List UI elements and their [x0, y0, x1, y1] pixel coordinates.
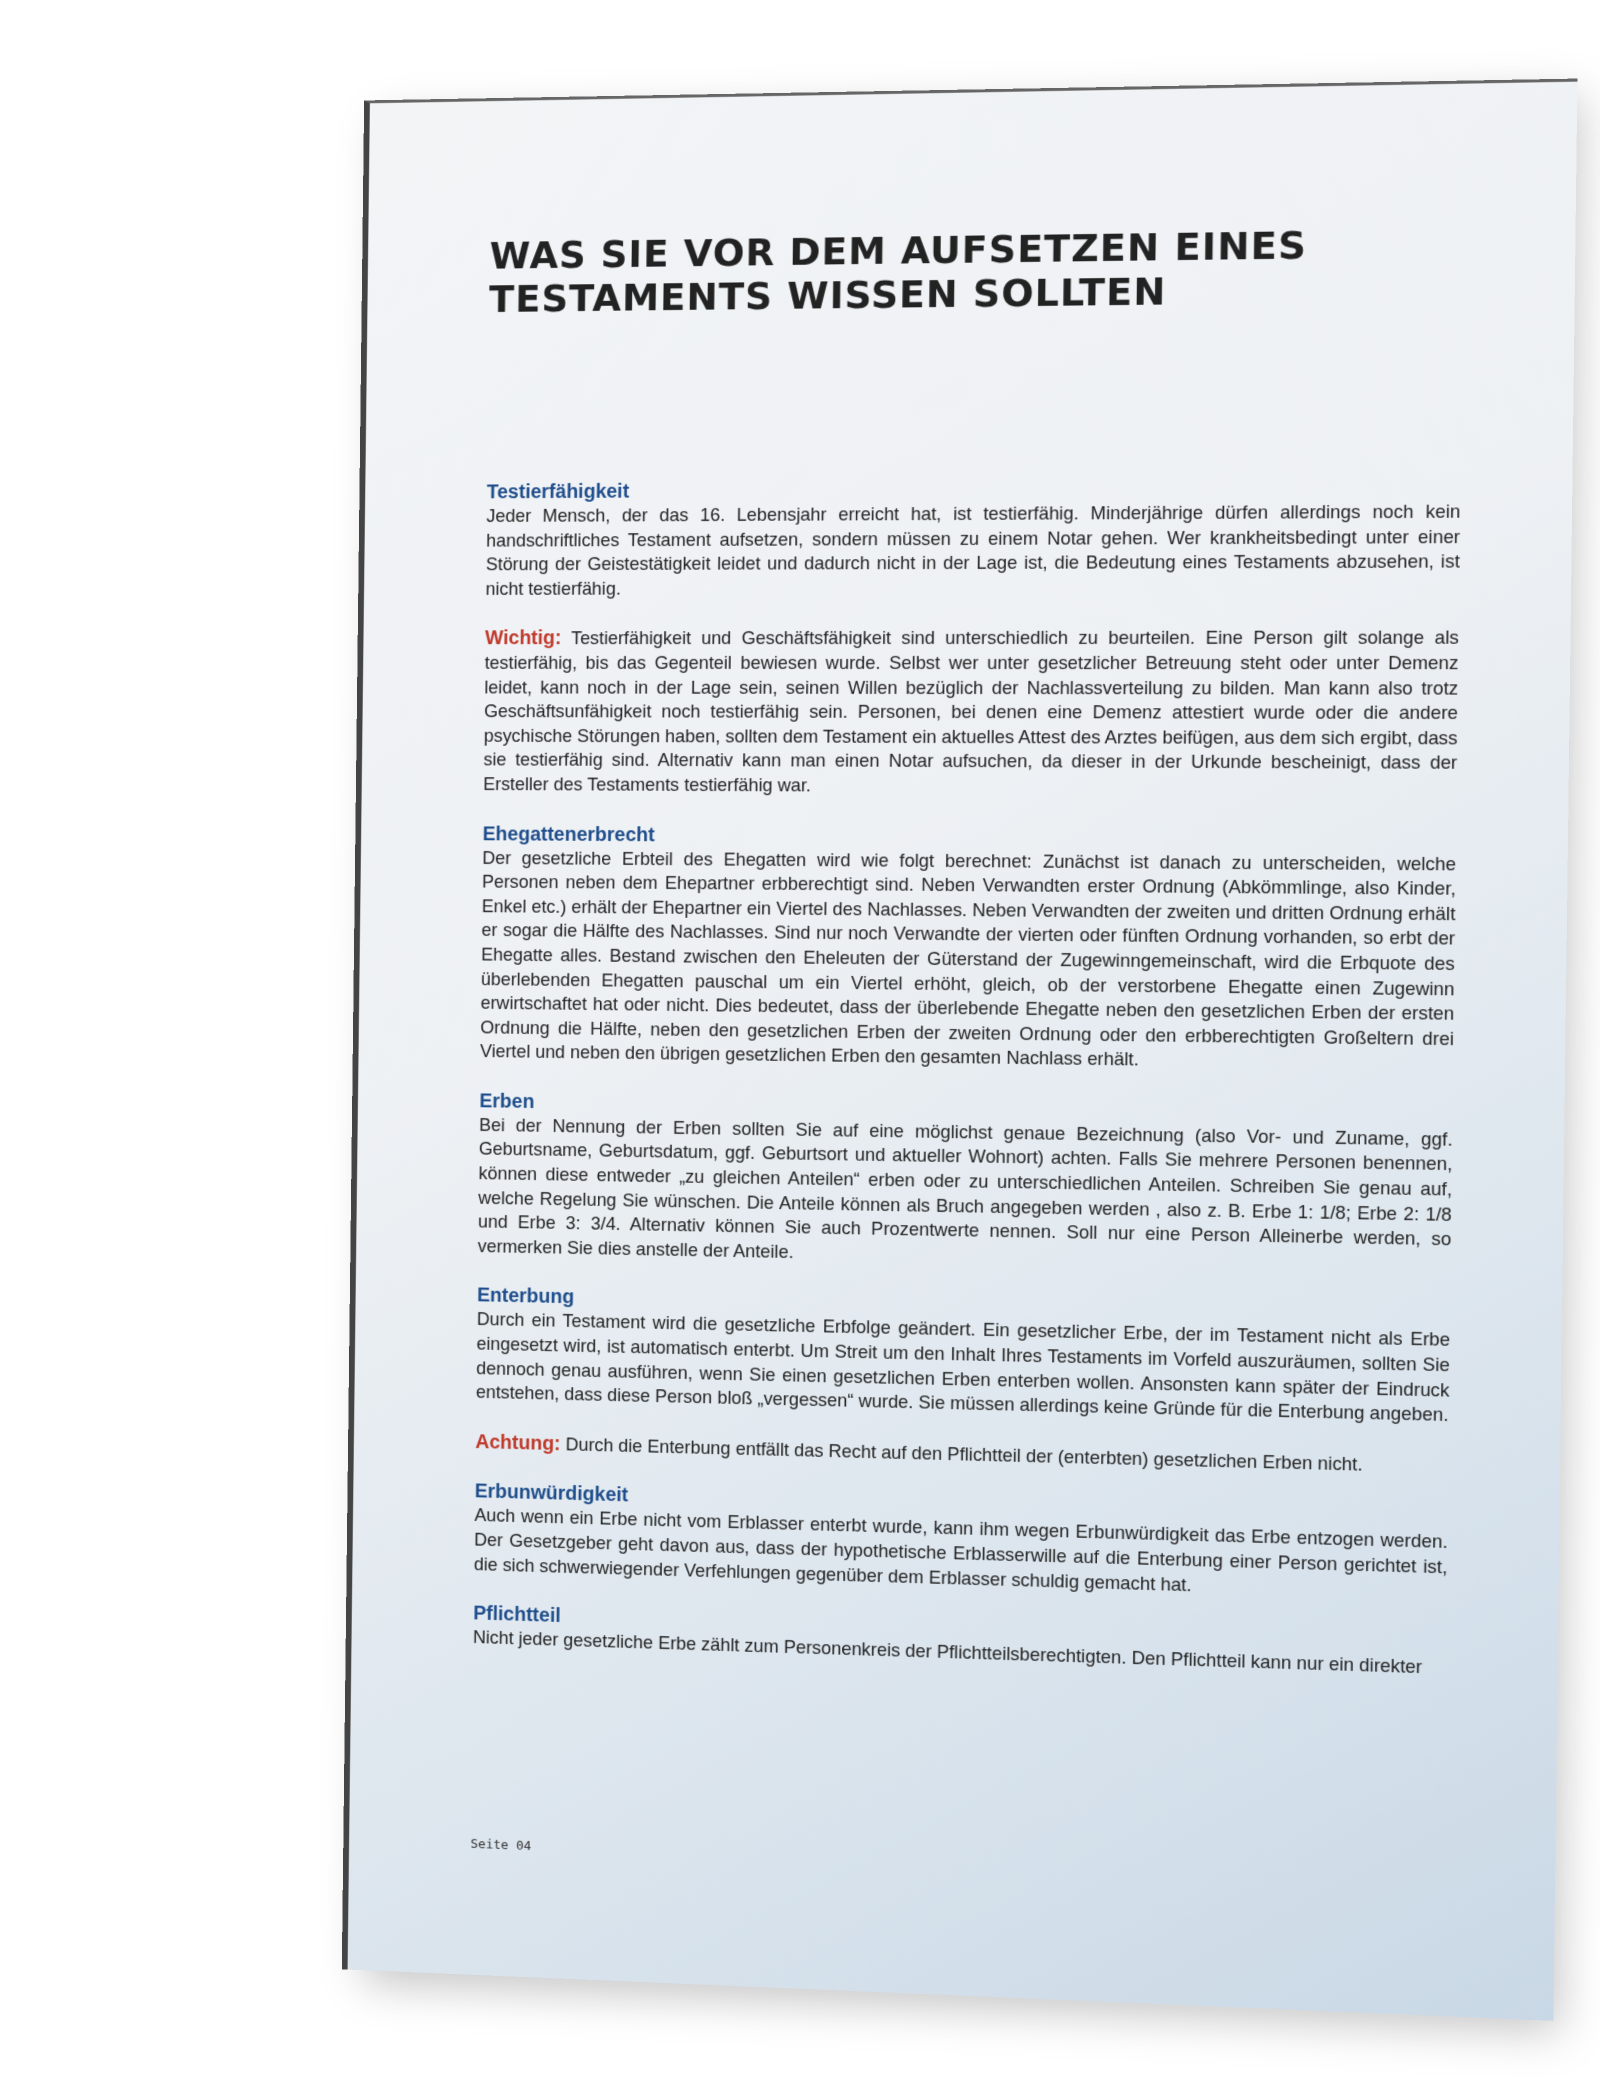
- section-heading: Erben: [479, 1090, 535, 1113]
- section-ehegattenerbrecht: [480, 822, 1457, 1076]
- section-body: Auch wenn ein Erbe nicht vom Erblasser enterbt wurde, kann ihm wegen Erbunwürdigkeit das Erbe entzogen werden. Der Gesetzgeber geht davon aus, dass der hypothetische Erblasserwille auf die Enterbung einer Person gerichtet ist, die sich schwerwiegender Verfehlungen gegenüber dem Erblasser schuldig gemacht hat.: [473, 1504, 1448, 1595]
- section-enterbung: [476, 1284, 1451, 1428]
- document-page: [342, 79, 1578, 2021]
- note-label: Achtung:: [475, 1431, 561, 1455]
- section-body: Bei der Nennung der Erben sollten Sie auf eine möglichst genaue Bezeichnung (also Vor- und Zuname, ggf. Geburtsname, Geburtsdatum, ggf. Geburtsort und aktueller Wohnort) achten. Falls Sie mehrere Personen benennen, können diese entweder „zu gleichen Anteilen“ erben oder zu unterschiedlichen Anteilen. Schreiben Sie genau auf, welche Regelung Sie wünschen. Die Anteile können als Bruch angegeben werden , also z. B. Erbe 1: 1/8; Erbe 2: 1/8 und Erbe 3: 3/4. Alternativ können Sie auch Prozentwerte nennen. Soll nur eine Person Alleinerbe werden, so vermerken Sie dies anstelle der Anteile.: [477, 1113, 1453, 1262]
- section-pflichtteil: [473, 1602, 1447, 1681]
- note-wichtig: [483, 626, 1459, 801]
- section-heading: Testierfähigkeit: [486, 480, 630, 504]
- section-heading: Pflichtteil: [473, 1602, 561, 1628]
- section-heading: Enterbung: [476, 1284, 575, 1309]
- note-text: Testierfähigkeit und Geschäftsfähigkeit sind unterschiedlich zu beurteilen. Eine Person gilt solange als testierfähig, bis das Gegenteil bewiesen wurde. Selbst wer unter gesetzlicher Betreuung steht oder unter Demenz leidet, kann noch in der Lage sein, seinen Willen bezüglich der Nachlassverteilung zu bilden. Man kann also trotz Geschäftsunfähigkeit noch testierfähig sein. Personen, bei denen eine Demenz attestiert wurde oder die andere psychische Störungen haben, sollten dem Testament ein aktuelles Attest des Arztes beifügen, aus dem sich ergibt, dass sie testierfähig sind. Alternativ kann man einen Notar aufsuchen, da dieser in der Urkunde bescheinigt, dass der Ersteller des Testaments testierfähig war.: [483, 626, 1459, 796]
- section-body: Durch ein Testament wird die gesetzliche Erbfolge geändert. Ein gesetzlicher Erbe, der im Testament nicht als Erbe eingesetzt wird, ist automatisch enterbt. Um Streit um den Inhalt Ihres Testaments im Vorfeld auszuräumen, sollten Sie dennoch genau ausführen, wenn Sie einen gesetzlichen Erben enterben wollen. Ansonsten kann später der Eindruck entstehen, dass diese Person bloß „vergessen“ wurde. Sie müssen allerdings keine Gründe für die Enterbung angeben.: [475, 1308, 1451, 1426]
- section-heading: Ehegattenerbrecht: [482, 823, 655, 846]
- note-achtung: [475, 1430, 1449, 1479]
- section-heading: Erbunwürdigkeit: [474, 1480, 629, 1507]
- document-title: WAS SIE VOR DEM AUFSETZEN EINES TESTAMENTS WISSEN SOLLTEN: [488, 223, 1308, 321]
- document-content: [473, 475, 1461, 1707]
- section-body: Jeder Mensch, der das 16. Lebensjahr erreicht hat, ist testierfähig. Minderjährige dürfen allerdings noch kein handschriftliches Testament aufsetzen, sondern müssen zu einem Notar gehen. Wer krankheitsbedingt unter einer Störung der Geistestätigkeit leidet und dadurch nicht in der Lage ist, die Bedeutung eines Testaments abzusehen, ist nicht testierfähig.: [485, 500, 1461, 599]
- note-text: Durch die Enterbung entfällt das Recht auf den Pflichtteil der (enterbten) gesetzlichen Erben nicht.: [565, 1433, 1363, 1475]
- section-testierfaehigkeit: [485, 475, 1460, 601]
- section-erbunwuerdigkeit: [474, 1480, 1448, 1605]
- section-body: Nicht jeder gesetzliche Erbe zählt zum Personenkreis der Pflichtteilsberechtigten. Den Pflichtteil kann nur ein direkter: [472, 1626, 1423, 1678]
- section-body: Der gesetzliche Erbteil des Ehegatten wird wie folgt berechnet: Zunächst ist danach zu unterscheiden, welche Personen neben dem Ehepartner erbberechtigt sind. Neben Verwandten erster Ordnung (Abkömmlinge, also Kinder, Enkel etc.) erhält der Ehepartner ein Viertel des Nachlasses. Neben Verwandten der zweiten und dritten Ordnung erhält er sogar die Hälfte des Nachlasses. Sind nur noch Verwandte der vierten oder fünften Ordnung vorhanden, so erbt der Ehegatte alles. Bestand zwischen den Eheleuten der Güterstand der Zugewinngemeinschaft, wird die Erbquote des überlebenden Ehegatten pauschal um ein Viertel erhöht, gleich, ob der verstorbene Ehegatte einen Zugewinn erwirtschaftet hat oder nicht. Dies bedeutet, dass der überlebende Ehegatte neben den gesetzlichen Erben der ersten Ordnung die Hälfte, neben den gesetzlichen Erben der zweiten Ordnung oder den erbberechtigten Großeltern drei Viertel und neben den übrigen gesetzlichen Erben den gesamten Nachlass erhält.: [479, 846, 1457, 1070]
- section-erben: [478, 1089, 1454, 1277]
- note-label: Wichtig:: [484, 627, 562, 650]
- page-number: Seite 04: [470, 1836, 532, 1855]
